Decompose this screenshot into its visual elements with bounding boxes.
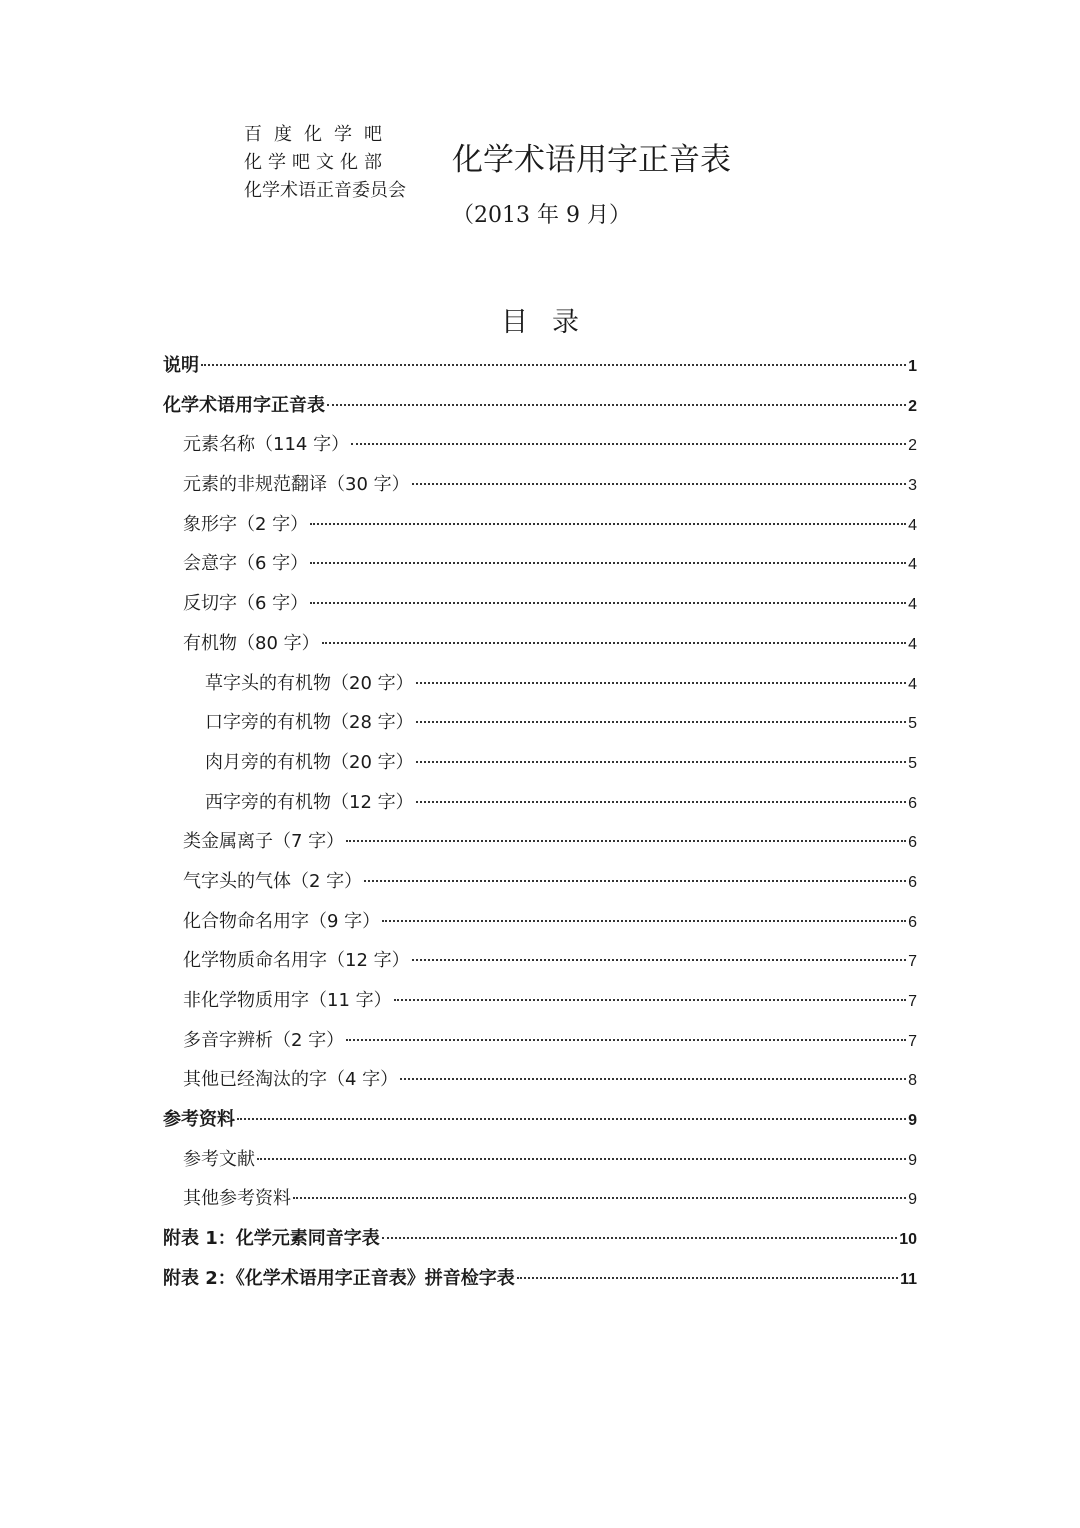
toc-entry[interactable] bbox=[163, 941, 917, 981]
toc-dot-leader bbox=[346, 1039, 906, 1041]
toc-dot-leader bbox=[346, 840, 906, 842]
toc-dot-leader bbox=[327, 404, 906, 406]
toc-entry-label: 其他参考资料 bbox=[183, 1188, 291, 1210]
toc-entry-label: 有机物（80 字） bbox=[183, 632, 320, 654]
toc-dot-leader bbox=[412, 959, 906, 961]
toc-dot-leader bbox=[382, 1237, 897, 1239]
toc-entry-page-number: 8 bbox=[908, 1072, 917, 1090]
toc-entry-label: 气字头的气体（2 字） bbox=[183, 870, 363, 892]
toc-dot-leader bbox=[364, 880, 906, 882]
toc-entry[interactable] bbox=[163, 981, 917, 1021]
toc-entry-label: 肉月旁的有机物（20 字） bbox=[205, 751, 414, 773]
toc-entry-label: 附表 1：化学元素同音字表 bbox=[163, 1228, 380, 1250]
toc-dot-leader bbox=[394, 999, 906, 1001]
table-of-contents bbox=[163, 346, 917, 1299]
toc-entry-label: 草字头的有机物（20 字） bbox=[205, 672, 414, 694]
toc-entry[interactable] bbox=[163, 1140, 917, 1180]
toc-entry-page-number: 4 bbox=[908, 516, 917, 534]
toc-entry-page-number: 5 bbox=[908, 754, 917, 772]
document-date: （2013 年 9 月） bbox=[452, 203, 631, 228]
toc-entry-page-number: 9 bbox=[908, 1191, 917, 1209]
toc-entry-label: 口字旁的有机物（28 字） bbox=[205, 712, 414, 734]
toc-entry-label: 参考资料 bbox=[163, 1109, 235, 1131]
toc-entry[interactable] bbox=[163, 862, 917, 902]
toc-entry-page-number: 7 bbox=[908, 953, 917, 971]
toc-dot-leader bbox=[201, 364, 906, 366]
org-line-3: 化学术语正音委员会 bbox=[244, 180, 406, 201]
toc-dot-leader bbox=[400, 1078, 906, 1080]
toc-dot-leader bbox=[416, 801, 906, 803]
toc-entry[interactable] bbox=[163, 1060, 917, 1100]
toc-entry[interactable] bbox=[163, 783, 917, 823]
toc-entry-label: 多音字辨析（2 字） bbox=[183, 1029, 345, 1051]
toc-entry-page-number: 6 bbox=[908, 834, 917, 852]
toc-dot-leader bbox=[257, 1158, 906, 1160]
toc-entry[interactable] bbox=[163, 584, 917, 624]
org-line-1: 百度化学吧 bbox=[244, 124, 394, 145]
toc-entry-label: 类金属离子（7 字） bbox=[183, 831, 345, 853]
toc-dot-leader bbox=[293, 1197, 906, 1199]
toc-entry-page-number: 4 bbox=[908, 635, 917, 653]
toc-dot-leader bbox=[351, 443, 906, 445]
toc-entry-page-number: 4 bbox=[908, 596, 917, 614]
toc-entry-label: 化合物命名用字（9 字） bbox=[183, 910, 381, 932]
toc-entry[interactable] bbox=[163, 1259, 917, 1299]
toc-entry[interactable] bbox=[163, 386, 917, 426]
toc-dot-leader bbox=[322, 642, 906, 644]
toc-entry-page-number: 4 bbox=[908, 556, 917, 574]
toc-dot-leader bbox=[416, 761, 906, 763]
toc-dot-leader bbox=[382, 920, 906, 922]
toc-entry-label: 象形字（2 字） bbox=[183, 513, 309, 535]
toc-dot-leader bbox=[416, 682, 906, 684]
toc-entry-page-number: 6 bbox=[908, 794, 917, 812]
org-line-2: 化学吧文化部 bbox=[244, 152, 388, 173]
toc-entry[interactable] bbox=[163, 902, 917, 942]
toc-entry-page-number: 10 bbox=[899, 1231, 917, 1249]
toc-dot-leader bbox=[517, 1277, 898, 1279]
toc-entry-label: 化学物质命名用字（12 字） bbox=[183, 950, 410, 972]
toc-entry-page-number: 1 bbox=[908, 358, 917, 375]
toc-dot-leader bbox=[310, 602, 906, 604]
toc-entry[interactable] bbox=[163, 425, 917, 465]
toc-entry-label: 西字旁的有机物（12 字） bbox=[205, 791, 414, 813]
toc-entry-page-number: 4 bbox=[908, 675, 917, 693]
toc-entry-label: 元素的非规范翻译（30 字） bbox=[183, 474, 410, 496]
toc-dot-leader bbox=[416, 721, 906, 723]
toc-entry[interactable] bbox=[163, 346, 917, 386]
organization-block bbox=[244, 121, 434, 205]
toc-entry[interactable] bbox=[163, 544, 917, 584]
toc-entry-label: 反切字（6 字） bbox=[183, 593, 309, 615]
toc-entry-label: 会意字（6 字） bbox=[183, 553, 309, 575]
toc-entry[interactable] bbox=[163, 1021, 917, 1061]
toc-entry-page-number: 3 bbox=[908, 477, 917, 495]
toc-entry-page-number: 9 bbox=[908, 1112, 917, 1130]
toc-entry-page-number: 7 bbox=[908, 993, 917, 1010]
toc-entry[interactable] bbox=[163, 624, 917, 664]
toc-entry-label: 化学术语用字正音表 bbox=[163, 394, 325, 416]
toc-entry-label: 参考文献 bbox=[183, 1148, 255, 1170]
toc-entry[interactable] bbox=[163, 822, 917, 862]
toc-entry[interactable] bbox=[163, 1179, 917, 1219]
toc-entry-label: 其他已经淘汰的字（4 字） bbox=[183, 1069, 399, 1091]
toc-entry[interactable] bbox=[163, 743, 917, 783]
toc-entry-page-number: 6 bbox=[908, 913, 917, 931]
toc-entry-label: 说明 bbox=[163, 355, 199, 376]
toc-entry[interactable] bbox=[163, 1100, 917, 1140]
toc-entry-page-number: 2 bbox=[908, 437, 917, 455]
toc-dot-leader bbox=[237, 1118, 906, 1120]
toc-entry-page-number: 9 bbox=[908, 1151, 917, 1169]
toc-dot-leader bbox=[310, 562, 906, 564]
document-title: 化学术语用字正音表 bbox=[452, 142, 731, 178]
toc-entry-page-number: 7 bbox=[908, 1032, 917, 1050]
toc-entry-label: 非化学物质用字（11 字） bbox=[183, 990, 392, 1011]
toc-entry-page-number: 2 bbox=[908, 397, 917, 415]
toc-entry-page-number: 6 bbox=[908, 873, 917, 891]
toc-entry[interactable] bbox=[163, 703, 917, 743]
toc-entry-label: 元素名称（114 字） bbox=[183, 434, 350, 456]
toc-dot-leader bbox=[310, 523, 906, 525]
toc-entry[interactable] bbox=[163, 664, 917, 704]
toc-entry-page-number: 11 bbox=[900, 1270, 917, 1288]
toc-entry-label: 附表 2：《化学术语用字正音表》拼音检字表 bbox=[163, 1267, 515, 1289]
toc-entry[interactable] bbox=[163, 1219, 917, 1259]
toc-dot-leader bbox=[412, 483, 906, 485]
toc-entry-page-number: 5 bbox=[908, 715, 917, 733]
toc-entry[interactable] bbox=[163, 465, 917, 505]
toc-entry[interactable] bbox=[163, 505, 917, 545]
toc-heading: 目录 bbox=[501, 307, 603, 338]
